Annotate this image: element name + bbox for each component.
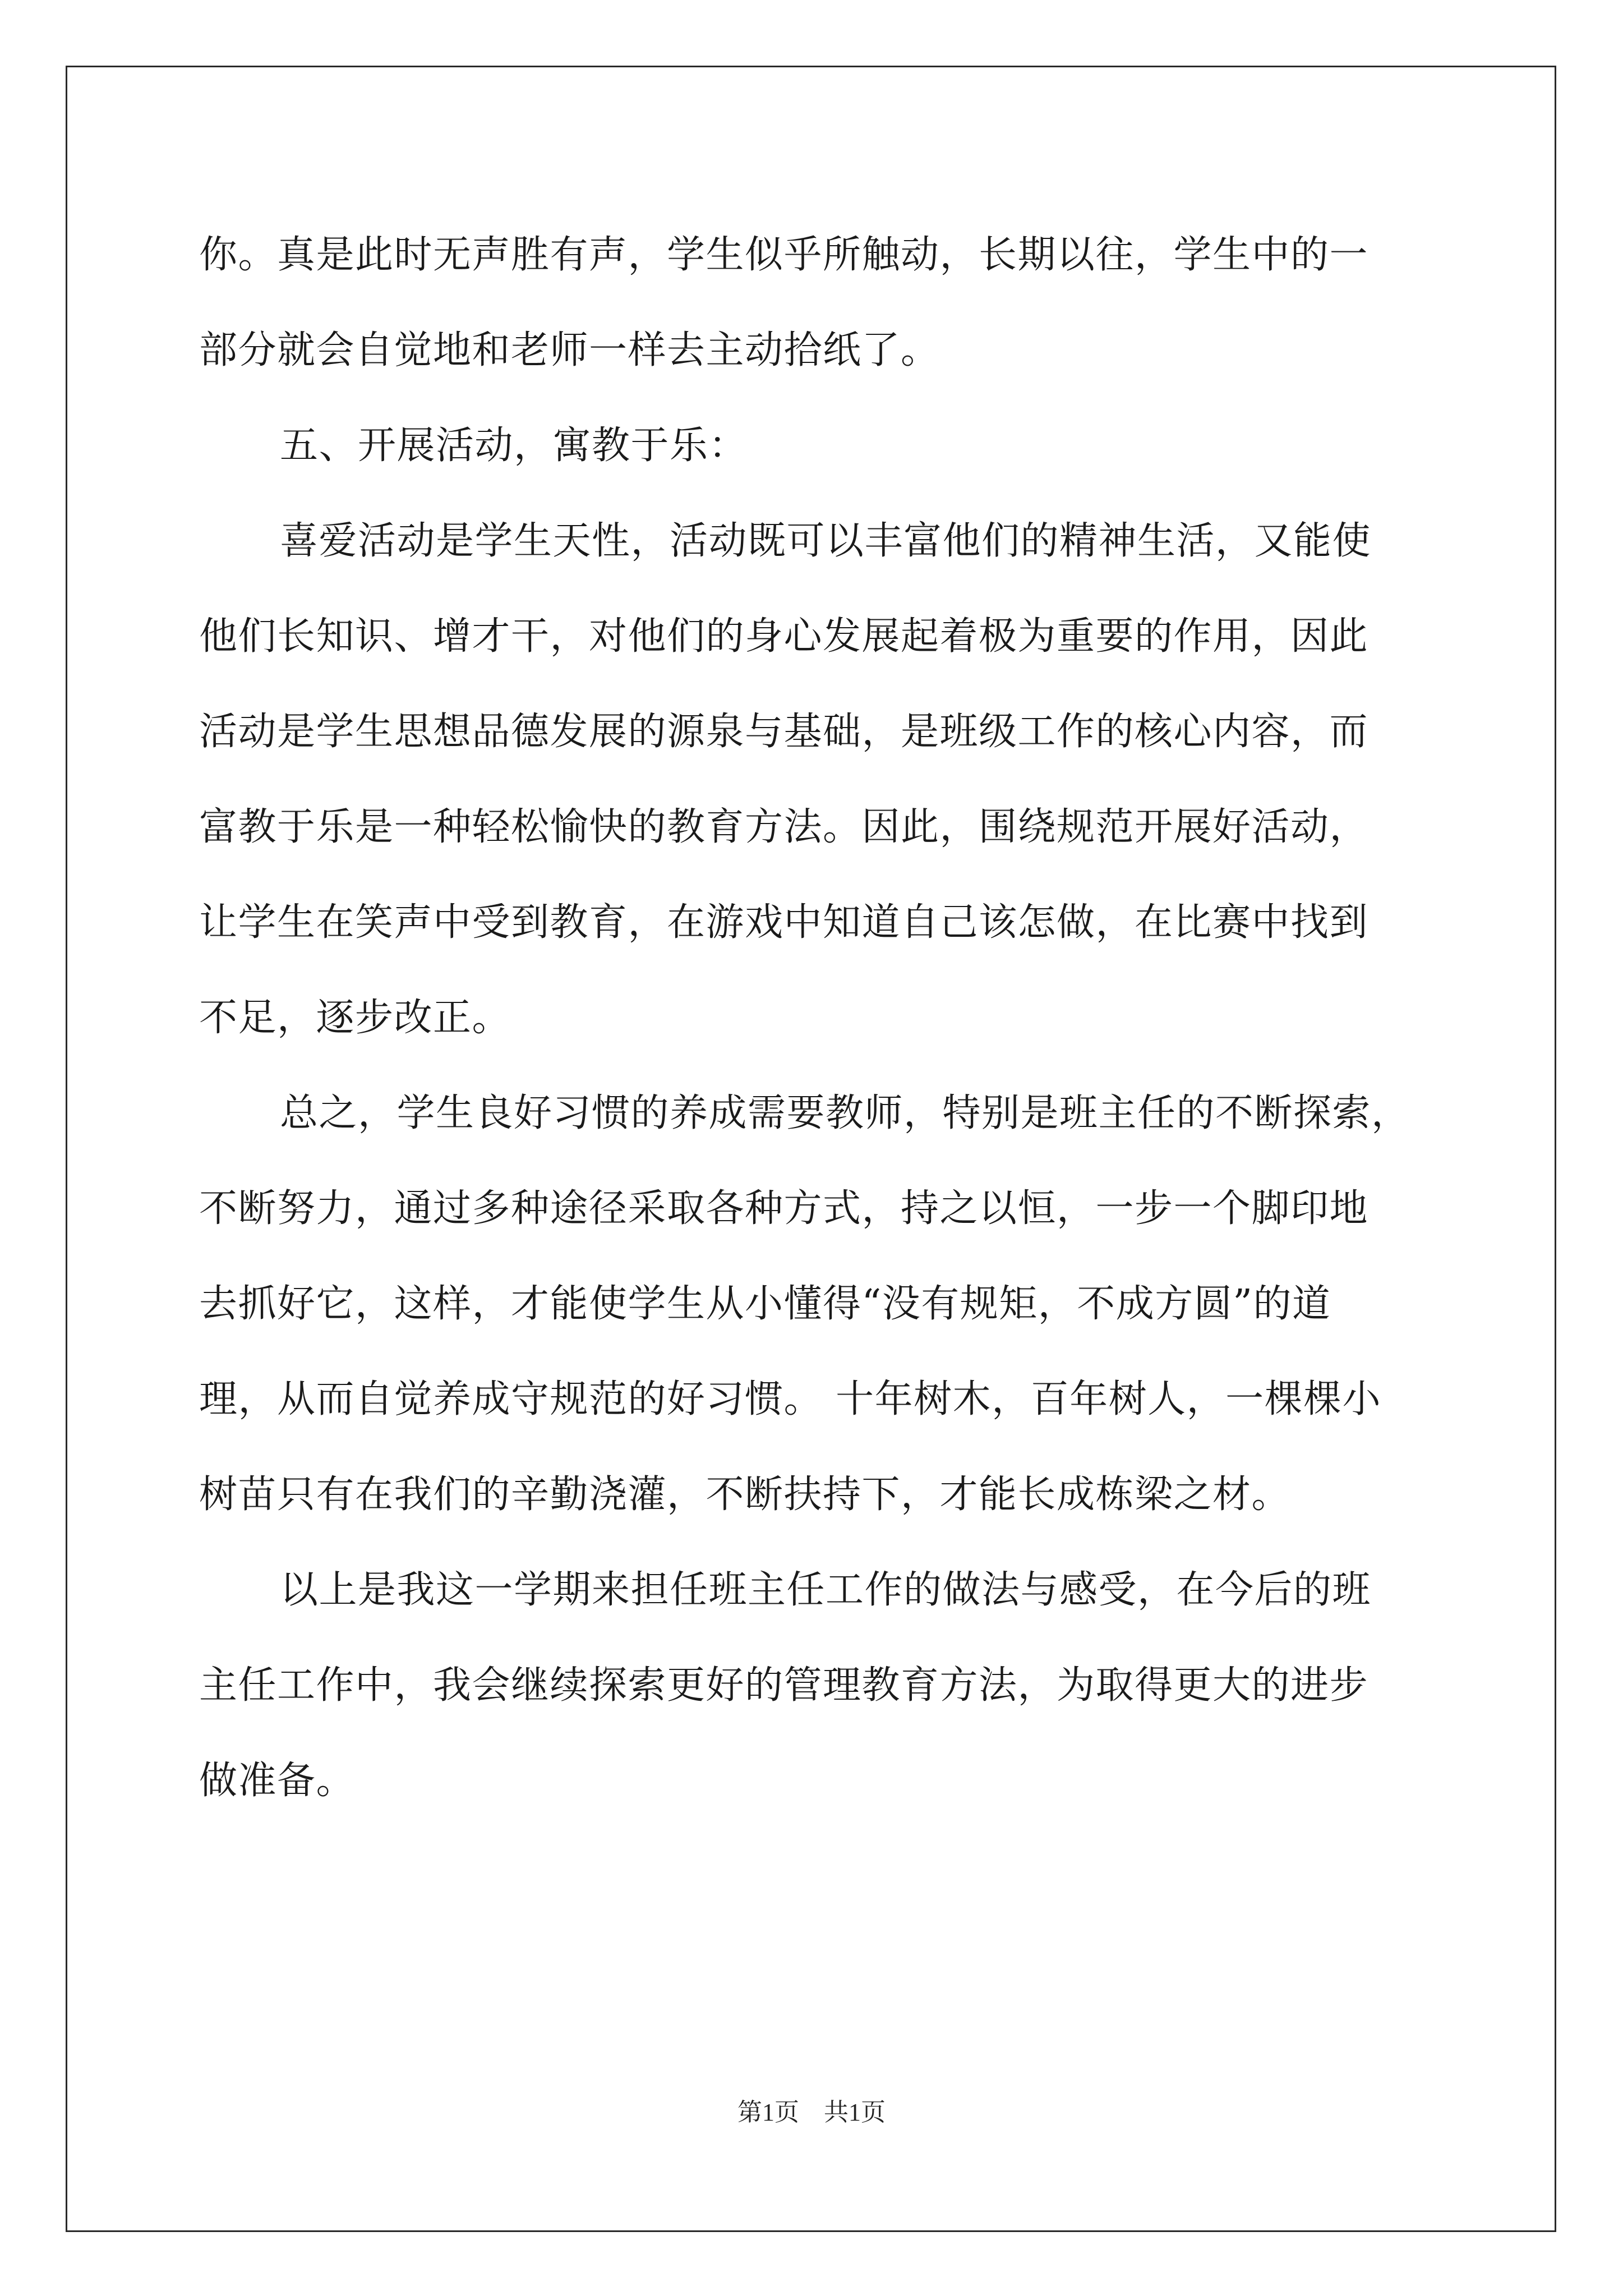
text-line: 理，从而自觉养成守规范的好习惯。 十年树木，百年树人，一棵棵小 <box>199 1377 1382 1421</box>
text-line: 去抓好它，这样，才能使学生从小懂得“没有规矩，不成方圆”的道 <box>199 1282 1331 1326</box>
text-line: 喜爱活动是学生天性，活动既可以丰富他们的精神生活，又能使 <box>280 519 1372 563</box>
section-heading: 五、开展活动，寓教于乐： <box>280 424 748 468</box>
text-line: 富教于乐是一种轻松愉快的教育方法。因此，围绕规范开展好活动， <box>199 805 1369 849</box>
text-line: 总之，学生良好习惯的养成需要教师，特别是班主任的不断探索， <box>280 1091 1410 1135</box>
text-line: 你。真是此时无声胜有声，学生似乎所触动，长期以往，学生中的一 <box>199 233 1369 277</box>
text-line: 让学生在笑声中受到教育，在游戏中知道自己该怎做，在比赛中找到 <box>199 900 1369 945</box>
text-line: 部分就会自觉地和老师一样去主动拾纸了。 <box>199 328 940 372</box>
text-line: 树苗只有在我们的辛勤浇灌，不断扶持下，才能长成栋梁之材。 <box>199 1473 1291 1517</box>
text-line: 主任工作中，我会继续探索更好的管理教育方法，为取得更大的进步 <box>199 1663 1369 1708</box>
text-line: 做准备。 <box>199 1759 356 1803</box>
text-line: 活动是学生思想品德发展的源泉与基础，是班级工作的核心内容，而 <box>199 710 1369 754</box>
document-body <box>199 208 1433 1829</box>
text-line: 不足，逐步改正。 <box>199 996 511 1040</box>
text-line: 以上是我这一学期来担任班主任工作的做法与感受，在今后的班 <box>280 1568 1372 1612</box>
page-number-footer: 第1页 共1页 <box>737 2099 886 2126</box>
text-line: 不断努力，通过多种途径采取各种方式，持之以恒，一步一个脚印地 <box>199 1186 1369 1231</box>
text-line: 他们长知识、增才干，对他们的身心发展起着极为重要的作用，因此 <box>199 614 1369 659</box>
